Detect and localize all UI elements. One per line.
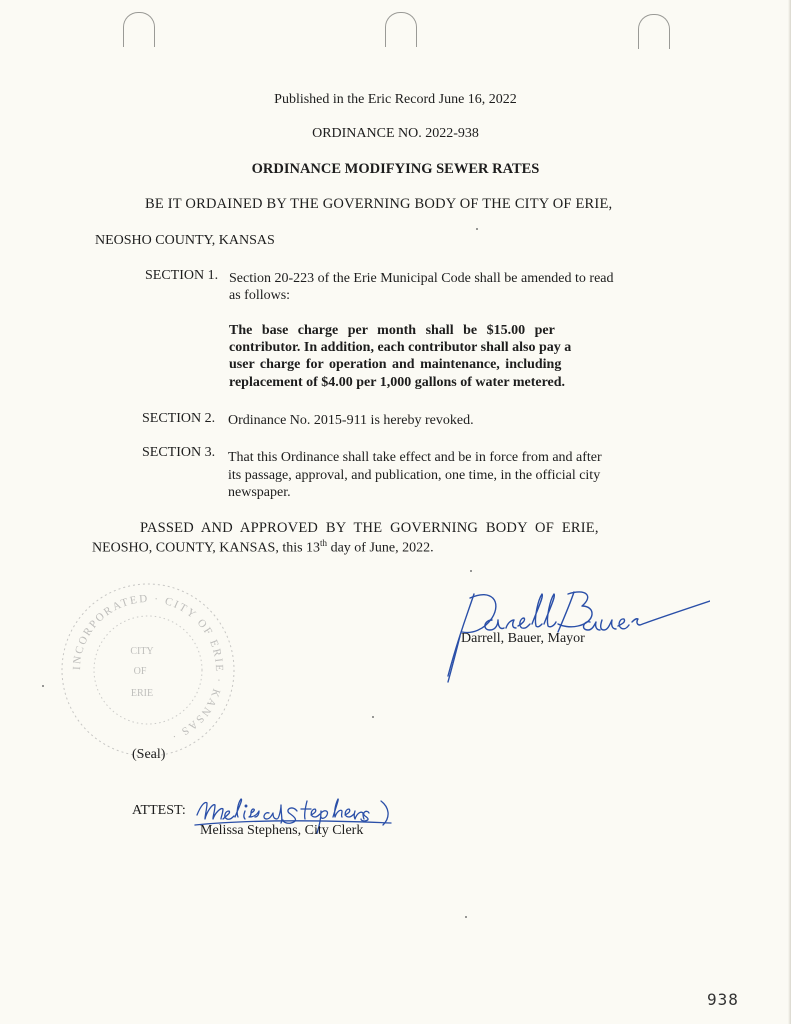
mayor-printed-name: Darrell, Bauer, Mayor <box>461 631 585 646</box>
scan-speck <box>465 916 467 918</box>
clerk-signature-text <box>200 805 207 806</box>
section-3-text-line-3: newspaper. <box>228 485 291 500</box>
amendment-line-2: contributor. In addition, each contributor shall also pay a <box>229 340 572 355</box>
mayor-signature-text <box>470 598 475 599</box>
passed-line-2-ordinal: th <box>320 538 328 548</box>
seal-center-line-1: CITY <box>130 646 154 657</box>
seal-center-line-3: ERIE <box>130 688 154 699</box>
passed-line-2 <box>92 538 434 557</box>
punch-hole-left <box>123 12 155 47</box>
section-2-label: SECTION 2. <box>142 411 216 426</box>
attest-label: ATTEST: <box>132 803 186 818</box>
passed-line-1: PASSED AND APPROVED BY THE GOVERNING BODY OF ERIE, <box>140 520 599 536</box>
publication-line: Published in the Eric Record June 16, 2022 <box>274 92 517 107</box>
section-1-text-line-2: as follows: <box>229 288 291 303</box>
section-2-text: Ordinance No. 2015-911 is hereby revoked. <box>228 413 474 428</box>
amendment-line-4: replacement of $4.00 per 1,000 gallons of water metered. <box>229 375 566 390</box>
page-number: 938 <box>707 990 739 1009</box>
scan-speck <box>476 228 478 230</box>
section-3-text-line-1: That this Ordinance shall take effect and be in force from and after <box>228 450 602 465</box>
punch-hole-right <box>638 14 670 49</box>
section-1-text-line-1: Section 20-223 of the Erie Municipal Code shall be amended to read <box>229 271 614 286</box>
passed-line-2-prefix: NEOSHO, COUNTY, KANSAS, this 13 <box>92 540 321 556</box>
seal-ring-text: INCORPORATED · CITY OF ERIE · KANSAS · <box>70 592 226 743</box>
preamble-line-2: NEOSHO COUNTY, KANSAS <box>95 233 275 248</box>
scan-speck <box>372 716 374 718</box>
scan-speck <box>470 570 472 572</box>
section-1-label: SECTION 1. <box>145 268 219 283</box>
section-3-text-line-2: its passage, approval, and publication, one time, in the official city <box>228 468 601 483</box>
seal-label: (Seal) <box>132 747 166 762</box>
ordinance-number: ORDINANCE NO. 2022-938 <box>312 126 479 141</box>
clerk-printed-name: Melissa Stephens, City Clerk <box>200 823 364 838</box>
punch-hole-center <box>385 12 417 47</box>
amendment-line-3: user charge for operation and maintenance, including <box>229 357 562 372</box>
passed-line-2-suffix: day of June, 2022. <box>327 540 434 556</box>
ordinance-title: ORDINANCE MODIFYING SEWER RATES <box>251 161 540 177</box>
amendment-line-1: The base charge per month shall be $15.00 per <box>229 323 555 338</box>
scan-speck <box>42 685 44 687</box>
seal-center-line-2: OF <box>133 666 147 677</box>
city-seal-embossed <box>58 580 238 760</box>
preamble-line-1: BE IT ORDAINED BY THE GOVERNING BODY OF THE CITY OF ERIE, <box>145 196 613 212</box>
section-3-label: SECTION 3. <box>142 445 216 460</box>
